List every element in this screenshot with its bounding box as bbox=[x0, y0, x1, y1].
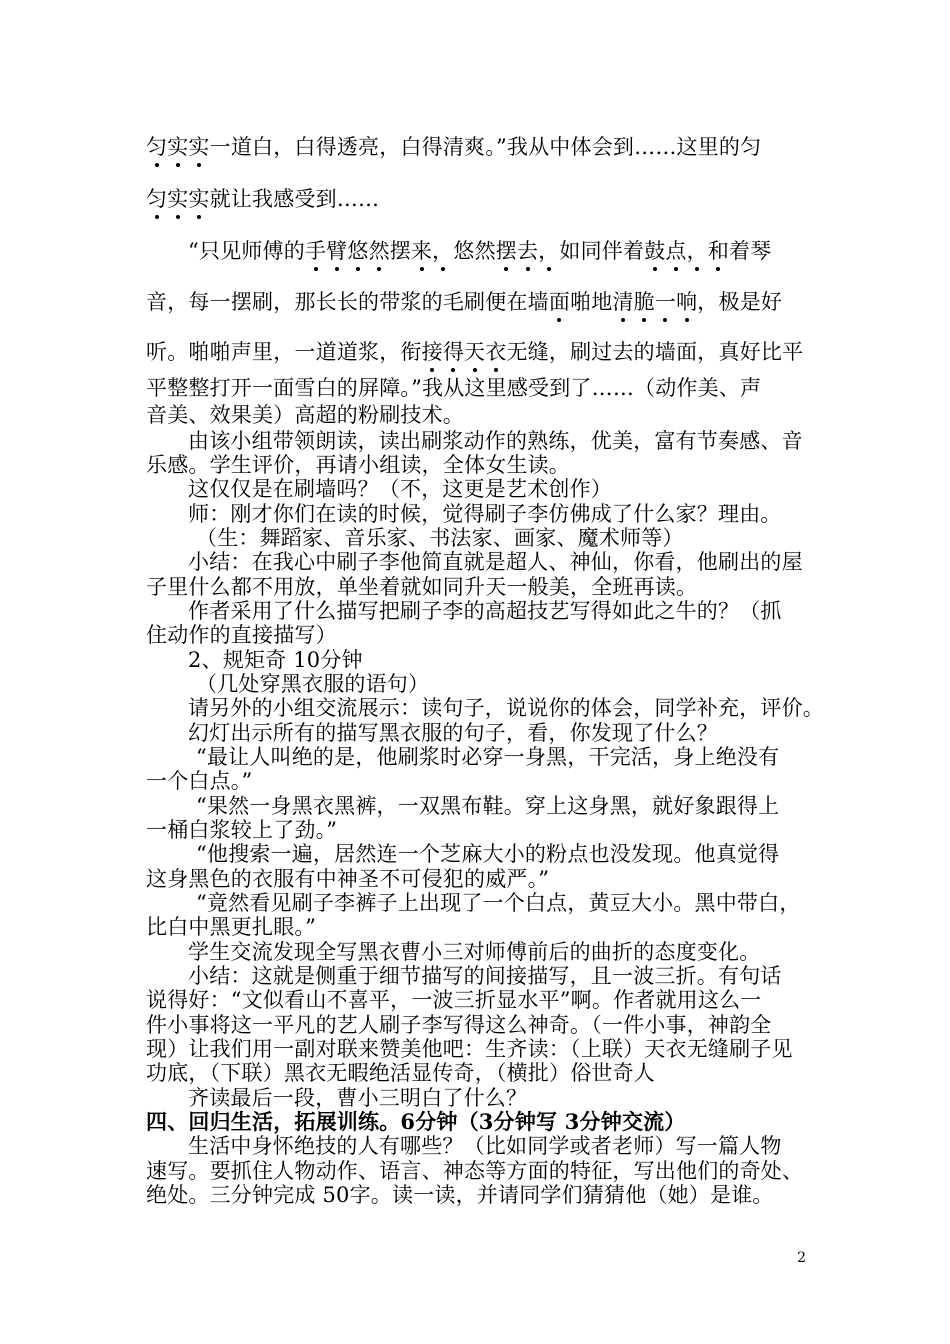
text-line: 音，每一摆刷，那长长的带浆的毛刷便在墙面啪地清脆一响，极是好 bbox=[146, 290, 783, 314]
emphasis-mark: 和 bbox=[707, 239, 730, 263]
emphasis-mark: 实 bbox=[188, 135, 210, 159]
text-line: 住动作的直接描写） bbox=[146, 623, 337, 647]
text-line: 齐读最后一段，曹小三明白了什么？ bbox=[188, 1086, 528, 1110]
section-heading: 2、规矩奇 10分钟 bbox=[188, 648, 363, 672]
emphasis-mark: 实 bbox=[167, 187, 189, 211]
emphasis-mark: 接 bbox=[421, 340, 443, 364]
text-line: 件小事将这一平凡的艺人刷子李写得这么神奇。（一件小事，神韵全 bbox=[146, 1013, 772, 1037]
text-line: 这仅仅是在刷墙吗？（不，这更是艺术创作） bbox=[188, 477, 612, 501]
text-line: 学生交流发现全写黑衣曹小三对师傅前后的曲折的态度变化。 bbox=[188, 940, 761, 964]
emphasis-mark: 实 bbox=[167, 135, 189, 159]
section-heading: 四、回归生活，拓展训练。6分钟（3分钟写 3分钟交流） bbox=[146, 1109, 686, 1134]
emphasis-mark: 悠 bbox=[347, 239, 369, 263]
emphasis-mark: 来 bbox=[410, 239, 433, 263]
emphasis-mark: 一 bbox=[654, 290, 677, 314]
emphasis-mark: 然 bbox=[368, 239, 390, 263]
emphasis-mark: ， bbox=[538, 239, 560, 263]
text-line: 匀实实就让我感受到…… bbox=[146, 187, 380, 211]
quote-line: “他搜索一遍，居然连一个芝麻大小的粉点也没发现。他真觉得 bbox=[196, 842, 780, 866]
emphasis-mark: 臂 bbox=[326, 239, 348, 263]
emphasis-mark: 衣 bbox=[485, 340, 507, 364]
emphasis-mark: 点 bbox=[665, 239, 687, 263]
text-line: 生活中身怀绝技的人有哪些？（比如同学或者老师）写一篇人物 bbox=[188, 1134, 782, 1158]
quote-line: “果然一身黑衣黑裤，一双黑布鞋。穿上这身黑，就好象跟得上 bbox=[196, 794, 780, 818]
emphasis-mark: 脆 bbox=[633, 290, 655, 314]
text-line: 由该小组带领朗读，读出刷浆动作的熟练，优美，富有节奏感、音 bbox=[188, 429, 803, 453]
text-line: 子里什么都不用放，单坐着就如同升天一般美，全班再读。 bbox=[146, 575, 698, 599]
text-line: 乐感。学生评价，再请小组读，全体女生读。 bbox=[146, 453, 570, 477]
page-number: 2 bbox=[797, 1250, 806, 1266]
emphasis-mark: 鼓 bbox=[644, 239, 666, 263]
text-line: 幻灯出示所有的描写黑衣服的句子，看，你发现了什么？ bbox=[188, 721, 718, 745]
emphasis-mark: 摆 bbox=[495, 239, 517, 263]
emphasis-mark: 响 bbox=[676, 290, 698, 314]
emphasis-mark: ， bbox=[432, 239, 454, 263]
text-line: 小结：这就是侧重于细节描写的间接描写，且一波三折。有句话 bbox=[188, 964, 782, 988]
text-line: 匀实实一道白，白得透亮，白得清爽。”我从中体会到……这里的匀 bbox=[146, 135, 762, 159]
text-line: 作者采用了什么描写把刷子李的高超技艺写得如此之牛的？（抓 bbox=[188, 599, 782, 623]
text-line: 听。啪啪声里，一道道浆，衔接得天衣无缝，刷过去的墙面，真好比平 bbox=[146, 340, 804, 364]
text-line: 师：刚才你们在读的时候，觉得刷子李仿佛成了什么家？理由。 bbox=[188, 502, 782, 526]
emphasis-mark: 得 bbox=[442, 340, 465, 364]
text-line: 说得好：“文似看山不喜平，一波三折显水平”啊。作者就用这么一 bbox=[146, 988, 762, 1012]
emphasis-mark: 去 bbox=[516, 239, 539, 263]
text-line: 小结：在我心中刷子李他简直就是超人、神仙，你看，他刷出的屋 bbox=[188, 550, 803, 574]
quote-line: 这身黑色的衣服有中神圣不可侵犯的威严。” bbox=[146, 867, 550, 891]
emphasis-mark: 匀 bbox=[146, 187, 168, 211]
emphasis-mark: ， bbox=[686, 239, 708, 263]
text-line: （几处穿黑衣服的语句） bbox=[196, 672, 430, 696]
text-line: （生：舞蹈家、音乐家、书法家、画家、魔术师等） bbox=[196, 526, 684, 550]
text-line: 绝处。三分钟完成 50字。读一读，并请同学们猜猜他（她）是谁。 bbox=[146, 1183, 774, 1207]
text-line: 请另外的小组交流展示：读句子，说说你的体会，同学补充，评价。 bbox=[188, 696, 824, 720]
text-line: 现）让我们用一副对联来赞美他吧：生齐读：（上联）天衣无缝刷子见 bbox=[146, 1037, 793, 1061]
quote-line: 一个白点。” bbox=[146, 769, 253, 793]
text-line: 速写。要抓住人物动作、语言、神态等方面的特征，写出他们的奇处、 bbox=[146, 1159, 804, 1183]
emphasis-mark: 实 bbox=[188, 187, 210, 211]
emphasis-mark: 匀 bbox=[146, 135, 168, 159]
quote-line: “最让人叫绝的是，他刷浆时必穿一身黑，干完活，身上绝没有 bbox=[196, 745, 780, 769]
text-line: “只见师傅的手臂悠然摆来，悠然摆去，如同伴着鼓点，和着琴 bbox=[188, 239, 772, 263]
emphasis-mark: 天 bbox=[464, 340, 486, 364]
text-line: 平整整打开一面雪白的屏障。”我从这里感受到了……（动作美、声 bbox=[146, 376, 762, 400]
quote-line: 一桶白浆较上了劲。” bbox=[146, 818, 338, 842]
text-line: 功底，（下联）黑衣无暇绝活显传奇，（横批）俗世奇人 bbox=[146, 1061, 655, 1085]
quote-line: “竟然看见刷子李裤子上出现了一个白点，黄豆大小。黑中带白， bbox=[196, 891, 801, 915]
quote-line: 比白中黑更扎眼。” bbox=[146, 915, 317, 939]
emphasis-mark: 清 bbox=[612, 290, 634, 314]
emphasis-mark: 面 bbox=[548, 290, 571, 314]
text-line: 音美、效果美）高超的粉刷技术。 bbox=[146, 403, 464, 427]
emphasis-mark: 手 bbox=[304, 239, 327, 263]
